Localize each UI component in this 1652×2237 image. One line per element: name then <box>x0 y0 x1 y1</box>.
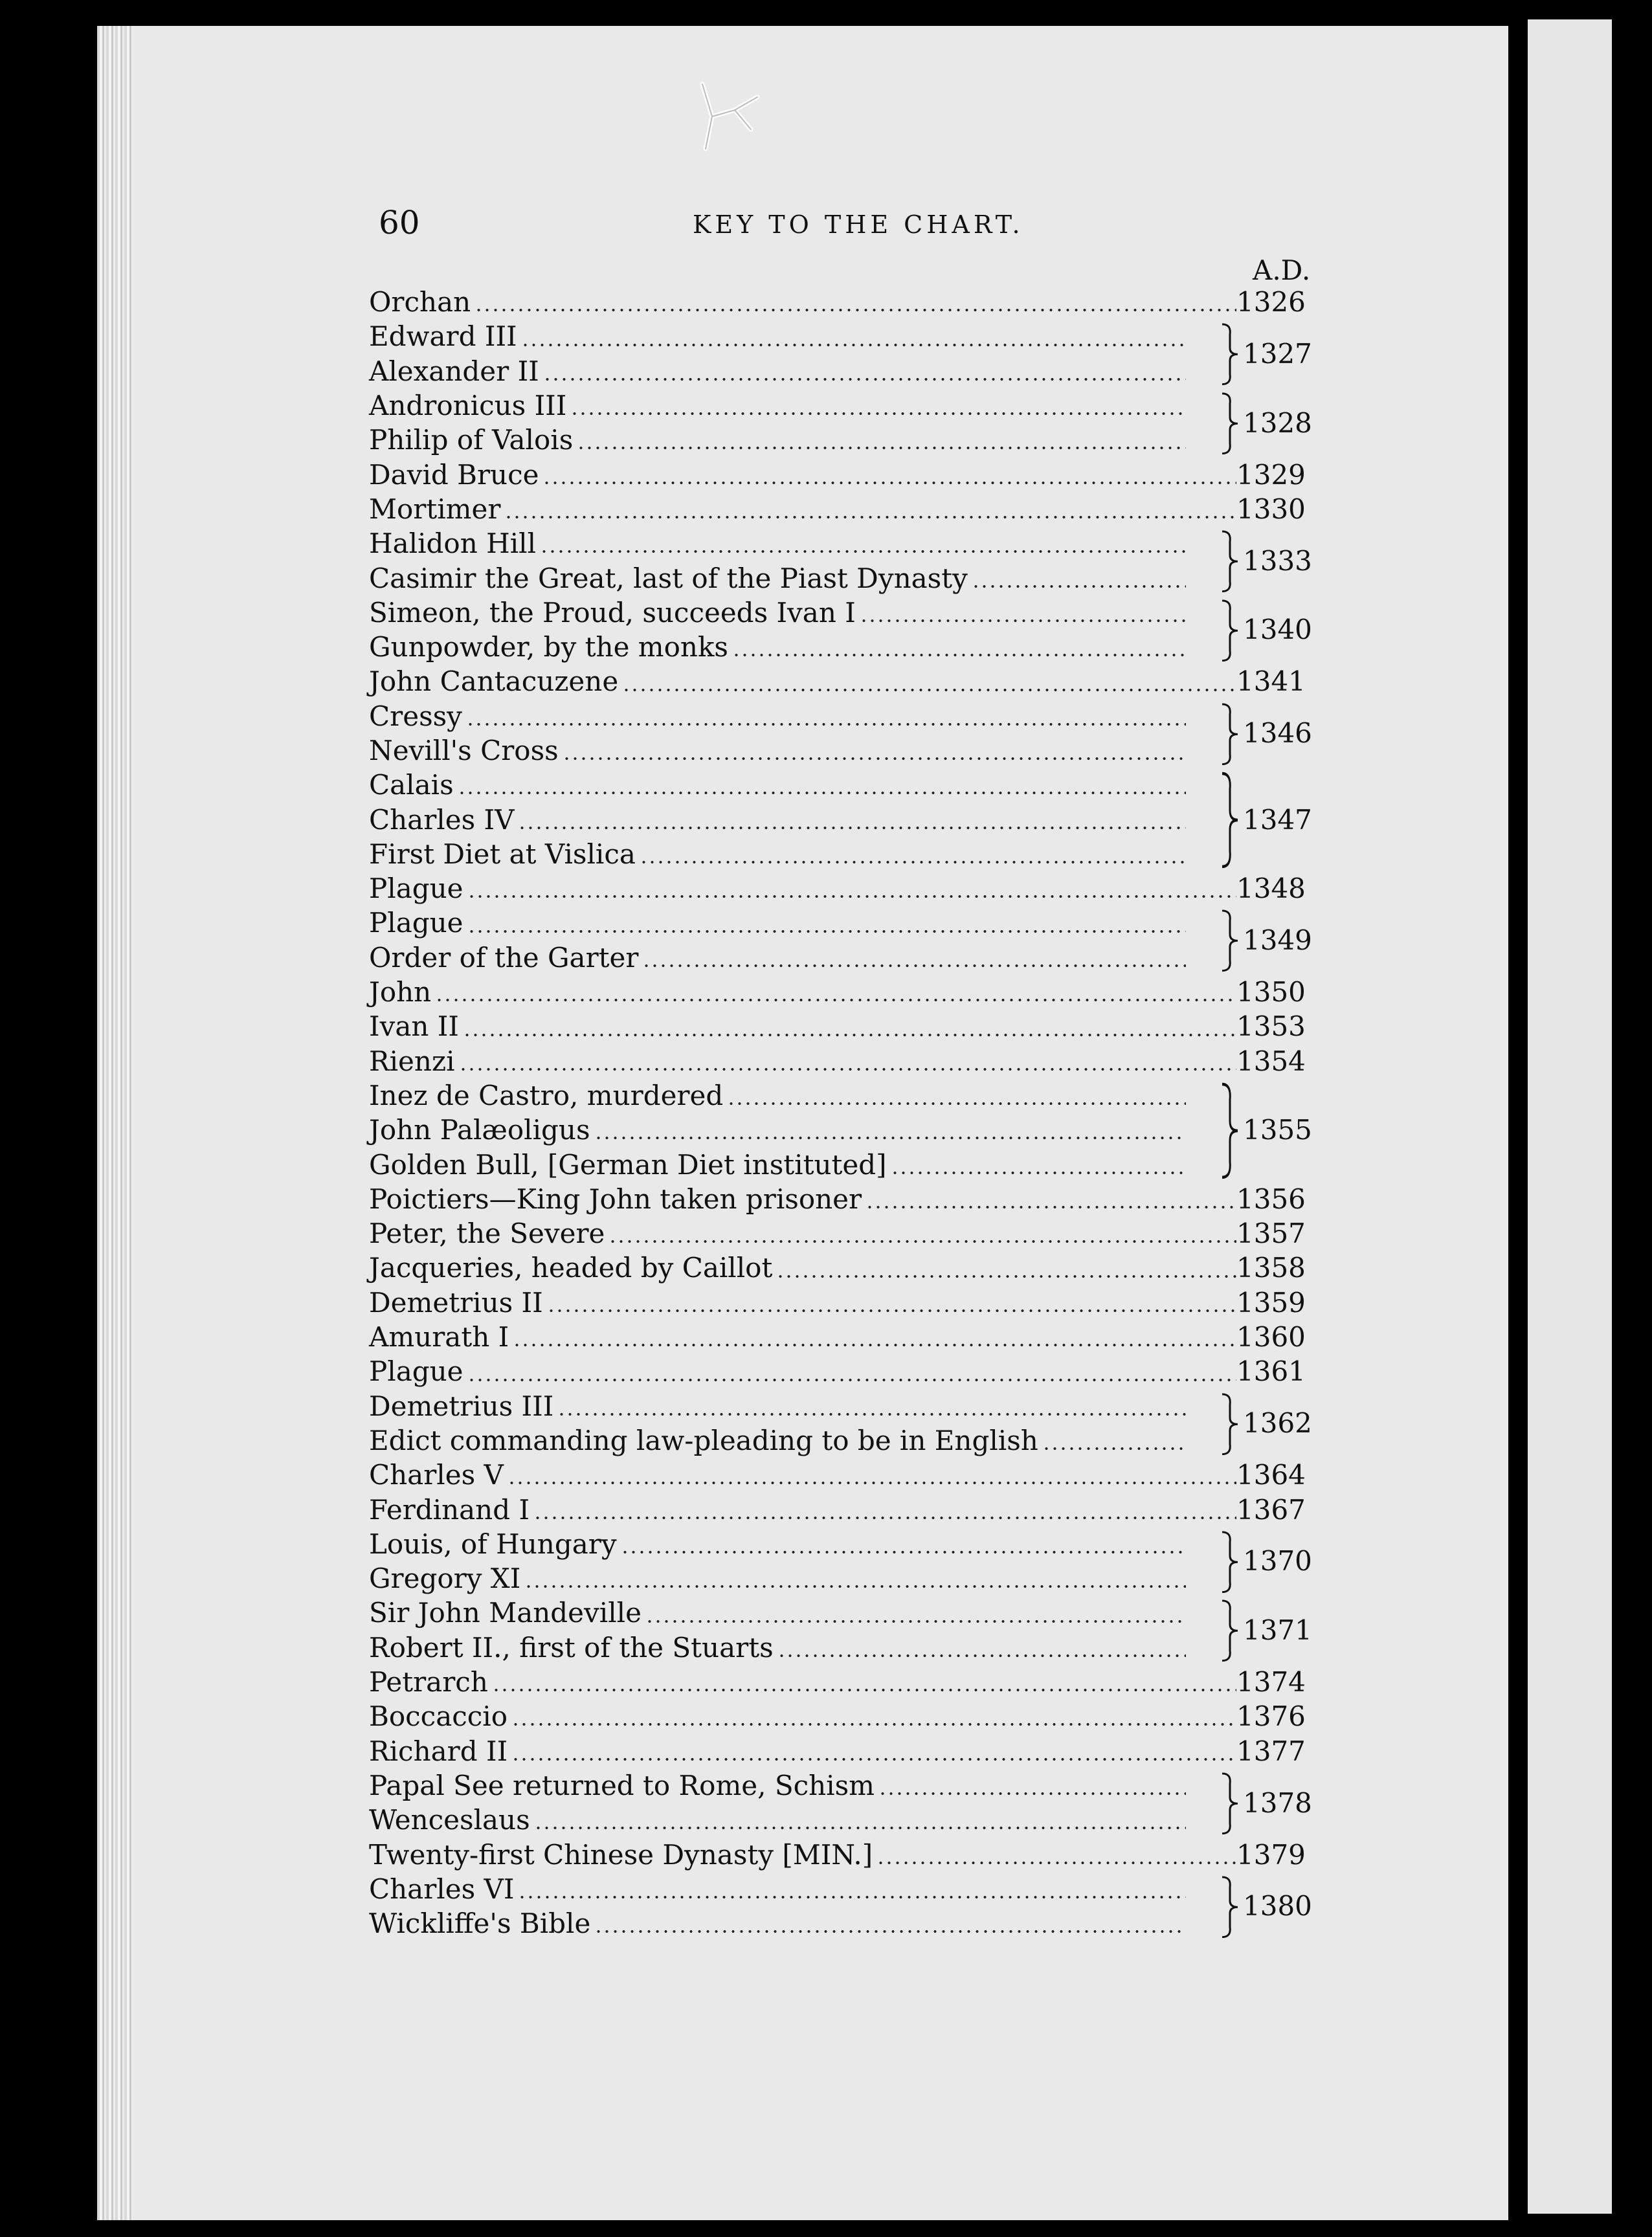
entry-year: 1326 <box>1236 286 1306 318</box>
entry-year: 1330 <box>1236 493 1306 525</box>
chronology-list <box>369 285 1314 1941</box>
entry-label: John Cantacuzene <box>369 665 619 698</box>
chronology-group <box>369 1354 1314 1388</box>
chronology-group <box>369 1078 1314 1182</box>
chronology-entry <box>369 906 1314 940</box>
leader-dots <box>594 1930 1186 1933</box>
entry-label: Andronicus III <box>369 390 567 422</box>
chronology-entry <box>369 1113 1314 1147</box>
chronology-entry <box>369 457 1314 491</box>
entry-label: Rienzi <box>369 1045 455 1077</box>
chronology-group <box>369 1320 1314 1354</box>
chronology-entry <box>369 1768 1314 1803</box>
chronology-entry <box>369 1251 1314 1285</box>
leader-dots <box>1042 1447 1186 1450</box>
chronology-entry <box>369 1389 1314 1423</box>
entry-year: 1377 <box>1236 1735 1306 1767</box>
chronology-group <box>369 1768 1314 1838</box>
leader-dots <box>492 1689 1236 1691</box>
entry-label: Golden Bull, [German Diet instituted] <box>369 1148 887 1181</box>
chronology-entry <box>369 354 1314 388</box>
chronology-entry <box>369 1906 1314 1941</box>
leader-dots <box>511 1723 1236 1726</box>
brace-icon <box>1217 772 1243 869</box>
entry-year: 1359 <box>1236 1286 1306 1319</box>
entry-year: 1374 <box>1236 1666 1306 1698</box>
chronology-group <box>369 1492 1314 1526</box>
leader-dots <box>727 1102 1186 1105</box>
brace-icon <box>1217 1393 1243 1456</box>
chronology-entry <box>369 319 1314 353</box>
chronology-entry <box>369 1044 1314 1078</box>
chronology-group <box>369 1837 1314 1871</box>
entry-label: Demetrius II <box>369 1286 543 1319</box>
running-title: KEY TO THE CHART. <box>693 210 1024 239</box>
leader-dots <box>508 1482 1236 1484</box>
leader-dots <box>513 1344 1236 1346</box>
chronology-entry <box>369 1665 1314 1699</box>
leader-dots <box>521 344 1186 346</box>
entry-label: Cressy <box>369 700 462 732</box>
chronology-entry <box>369 1423 1314 1458</box>
entry-label: Plague <box>369 1355 463 1388</box>
leader-dots <box>467 930 1186 933</box>
entry-year: 1376 <box>1236 1700 1306 1733</box>
entry-year: 1341 <box>1236 665 1306 698</box>
leader-dots <box>594 1137 1186 1139</box>
chronology-group <box>369 1699 1314 1733</box>
entry-label: Sir John Mandeville <box>369 1597 642 1629</box>
entry-year: 1346 <box>1243 717 1312 750</box>
chronology-entry <box>369 285 1314 319</box>
chronology-group <box>369 1665 1314 1699</box>
entry-label: Order of the Garter <box>369 941 639 974</box>
chronology-entry <box>369 1837 1314 1871</box>
era-label: A.D. <box>1253 254 1311 286</box>
leader-dots <box>467 1379 1236 1381</box>
chronology-group <box>369 1216 1314 1251</box>
leader-dots <box>776 1275 1236 1278</box>
entry-year: 1357 <box>1236 1218 1306 1250</box>
leader-dots <box>642 964 1186 967</box>
chronology-group <box>369 526 1314 595</box>
chronology-group <box>369 457 1314 491</box>
chronology-entry <box>369 423 1314 457</box>
entry-year: 1354 <box>1236 1045 1306 1077</box>
chronology-group <box>369 319 1314 388</box>
leader-dots <box>621 1551 1186 1553</box>
entry-label: Louis, of Hungary <box>369 1528 617 1560</box>
leader-dots <box>466 723 1186 726</box>
chronology-group <box>369 388 1314 458</box>
brace-icon <box>1217 1599 1243 1662</box>
leader-dots <box>524 1585 1186 1588</box>
leader-dots <box>860 619 1186 622</box>
chronology-entry <box>369 1872 1314 1906</box>
leader-dots <box>518 827 1186 829</box>
leader-dots <box>640 861 1186 863</box>
chronology-entry <box>369 1699 1314 1733</box>
chronology-entry <box>369 492 1314 526</box>
entry-label: John Palæoligus <box>369 1114 590 1146</box>
brace-icon <box>1217 530 1243 593</box>
entry-label: Wickliffe's Bible <box>369 1908 591 1940</box>
leader-dots <box>518 1896 1186 1898</box>
leader-dots <box>543 378 1186 381</box>
entry-label: Nevill's Cross <box>369 735 559 766</box>
entry-label: Plague <box>369 873 463 905</box>
pencil-mark-icon <box>673 78 770 188</box>
chronology-group <box>369 492 1314 526</box>
entry-label: Petrarch <box>369 1666 488 1698</box>
entry-label: John <box>369 976 432 1008</box>
chronology-group <box>369 699 1314 768</box>
chronology-entry <box>369 699 1314 733</box>
chronology-entry <box>369 1216 1314 1251</box>
entry-year: 1327 <box>1243 338 1312 370</box>
entry-year: 1358 <box>1236 1252 1306 1284</box>
entry-label: Peter, the Severe <box>369 1218 605 1250</box>
entry-label: Amurath I <box>369 1321 509 1353</box>
entry-year: 1379 <box>1236 1838 1306 1871</box>
entry-label: Plague <box>369 907 463 939</box>
leader-dots <box>467 895 1236 898</box>
entry-year: 1350 <box>1236 976 1306 1008</box>
leader-dots <box>876 1862 1236 1864</box>
chronology-entry <box>369 561 1314 595</box>
entry-label: Wenceslaus <box>369 1804 530 1836</box>
entry-year: 1370 <box>1243 1545 1312 1577</box>
chronology-group <box>369 871 1314 906</box>
entry-label: Inez de Castro, murdered <box>369 1079 724 1111</box>
leader-dots <box>577 447 1186 449</box>
leader-dots <box>732 654 1186 656</box>
entry-label: David Bruce <box>369 458 539 491</box>
chronology-group <box>369 975 1314 1009</box>
chronology-entry <box>369 1320 1314 1354</box>
chronology-entry <box>369 1009 1314 1043</box>
entry-label: Mortimer <box>369 493 501 525</box>
leader-dots <box>547 1309 1236 1312</box>
entry-label: Charles VI <box>369 1873 515 1905</box>
chronology-group <box>369 1182 1314 1216</box>
chronology-entry <box>369 630 1314 664</box>
entry-label: Gregory XI <box>369 1563 521 1595</box>
entry-year: 1380 <box>1243 1890 1312 1922</box>
entry-year: 1356 <box>1236 1183 1306 1215</box>
chronology-group <box>369 595 1314 665</box>
entry-year: 1353 <box>1236 1010 1306 1043</box>
entry-label: Robert II., first of the Stuarts <box>369 1631 774 1664</box>
leader-dots <box>463 1034 1236 1036</box>
entry-label: Charles IV <box>369 803 515 836</box>
chronology-entry <box>369 975 1314 1009</box>
page-number: 60 <box>379 204 420 241</box>
entry-label: Orchan <box>369 286 471 318</box>
entry-label: Casimir the Great, last of the Piast Dynasty <box>369 562 968 594</box>
entry-year: 1364 <box>1236 1459 1306 1491</box>
chronology-entry <box>369 1561 1314 1596</box>
entry-label: Papal See returned to Rome, Schism <box>369 1769 875 1801</box>
leader-dots <box>608 1240 1236 1243</box>
chronology-entry <box>369 526 1314 561</box>
chronology-entry <box>369 1492 1314 1526</box>
chronology-group <box>369 1527 1314 1596</box>
chronology-entry <box>369 1182 1314 1216</box>
chronology-entry <box>369 1285 1314 1320</box>
chronology-group <box>369 1458 1314 1492</box>
entry-year: 1333 <box>1243 544 1312 577</box>
entry-label: Twenty-first Chinese Dynasty [MIN.] <box>369 1838 873 1871</box>
brace-icon <box>1217 703 1243 766</box>
entry-year: 1367 <box>1236 1493 1306 1526</box>
leader-dots <box>435 999 1236 1001</box>
entry-label: Gunpowder, by the monks <box>369 631 728 663</box>
entry-label: Richard II <box>369 1735 508 1767</box>
leader-dots <box>878 1792 1186 1795</box>
entry-year: 1329 <box>1236 458 1306 491</box>
leader-dots <box>504 516 1236 518</box>
chronology-group <box>369 1285 1314 1320</box>
entry-label: Alexander II <box>369 355 539 387</box>
entry-label: Calais <box>369 769 454 801</box>
brace-icon <box>1217 1082 1243 1179</box>
chronology-entry <box>369 664 1314 698</box>
leader-dots <box>622 689 1236 691</box>
entry-label: Demetrius III <box>369 1390 554 1422</box>
brace-icon <box>1217 599 1243 662</box>
chronology-entry <box>369 1147 1314 1181</box>
entry-label: Ferdinand I <box>369 1493 530 1526</box>
chronology-entry <box>369 768 1314 802</box>
entry-year: 1340 <box>1243 614 1312 646</box>
chronology-entry <box>369 733 1314 768</box>
facing-page-edge <box>1528 19 1612 2214</box>
chronology-group <box>369 1044 1314 1078</box>
chronology-entry <box>369 1596 1314 1630</box>
chronology-group <box>369 906 1314 975</box>
brace-icon <box>1217 1772 1243 1835</box>
page-gutter <box>97 26 133 2220</box>
entry-year: 1371 <box>1243 1614 1312 1647</box>
chronology-group <box>369 1872 1314 1941</box>
brace-icon <box>1217 909 1243 972</box>
chronology-group <box>369 768 1314 871</box>
leader-dots <box>474 309 1236 311</box>
entry-year: 1347 <box>1243 803 1312 836</box>
chronology-entry <box>369 837 1314 871</box>
entry-year: 1362 <box>1243 1407 1312 1440</box>
entry-label: Edict commanding law-pleading to be in English <box>369 1424 1038 1456</box>
entry-year: 1361 <box>1236 1355 1306 1388</box>
chronology-entry <box>369 388 1314 423</box>
entry-label: Charles V <box>369 1459 504 1491</box>
chronology-entry <box>369 1078 1314 1113</box>
chronology-entry <box>369 1527 1314 1561</box>
leader-dots <box>777 1654 1186 1657</box>
chronology-group <box>369 1009 1314 1043</box>
leader-dots <box>891 1172 1187 1174</box>
entry-year: 1328 <box>1243 406 1312 439</box>
chronology-group <box>369 1389 1314 1458</box>
leader-dots <box>459 1068 1236 1071</box>
entry-year: 1348 <box>1236 873 1306 905</box>
leader-dots <box>540 550 1186 553</box>
chronology-entry <box>369 1354 1314 1388</box>
chronology-entry <box>369 940 1314 975</box>
entry-label: Halidon Hill <box>369 528 537 560</box>
chronology-entry <box>369 802 1314 836</box>
leader-dots <box>511 1758 1236 1761</box>
entry-year: 1360 <box>1236 1321 1306 1353</box>
brace-icon <box>1217 323 1243 386</box>
brace-icon <box>1217 1876 1243 1939</box>
leader-dots <box>533 1517 1236 1519</box>
leader-dots <box>865 1206 1236 1208</box>
chronology-entry <box>369 1803 1314 1837</box>
entry-label: Ivan II <box>369 1010 459 1043</box>
entry-year: 1378 <box>1243 1786 1312 1819</box>
leader-dots <box>458 792 1186 794</box>
entry-label: Philip of Valois <box>369 424 574 456</box>
chronology-entry <box>369 1458 1314 1492</box>
leader-dots <box>534 1827 1186 1829</box>
leader-dots <box>645 1620 1186 1623</box>
leader-dots <box>563 757 1186 760</box>
chronology-group <box>369 1596 1314 1665</box>
leader-dots <box>557 1413 1186 1416</box>
chronology-entry <box>369 1733 1314 1768</box>
entry-label: Poictiers—King John taken prisoner <box>369 1183 862 1215</box>
chronology-group <box>369 1251 1314 1285</box>
chronology-entry <box>369 871 1314 906</box>
chronology-group <box>369 664 1314 698</box>
entry-label: First Diet at Vislica <box>369 838 636 870</box>
chronology-entry <box>369 1630 1314 1665</box>
entry-label: Simeon, the Proud, succeeds Ivan I <box>369 596 856 629</box>
entry-label: Jacqueries, headed by Caillot <box>369 1252 773 1284</box>
brace-icon <box>1217 1531 1243 1594</box>
brace-icon <box>1217 392 1243 455</box>
chronology-entry <box>369 595 1314 630</box>
entry-year: 1355 <box>1243 1114 1312 1146</box>
chronology-group <box>369 285 1314 319</box>
leader-dots <box>542 482 1236 484</box>
entry-year: 1349 <box>1243 924 1312 957</box>
entry-label: Boccaccio <box>369 1700 508 1733</box>
leader-dots <box>570 412 1186 415</box>
leader-dots <box>972 585 1186 588</box>
chronology-group <box>369 1733 1314 1768</box>
entry-label: Edward III <box>369 320 517 353</box>
